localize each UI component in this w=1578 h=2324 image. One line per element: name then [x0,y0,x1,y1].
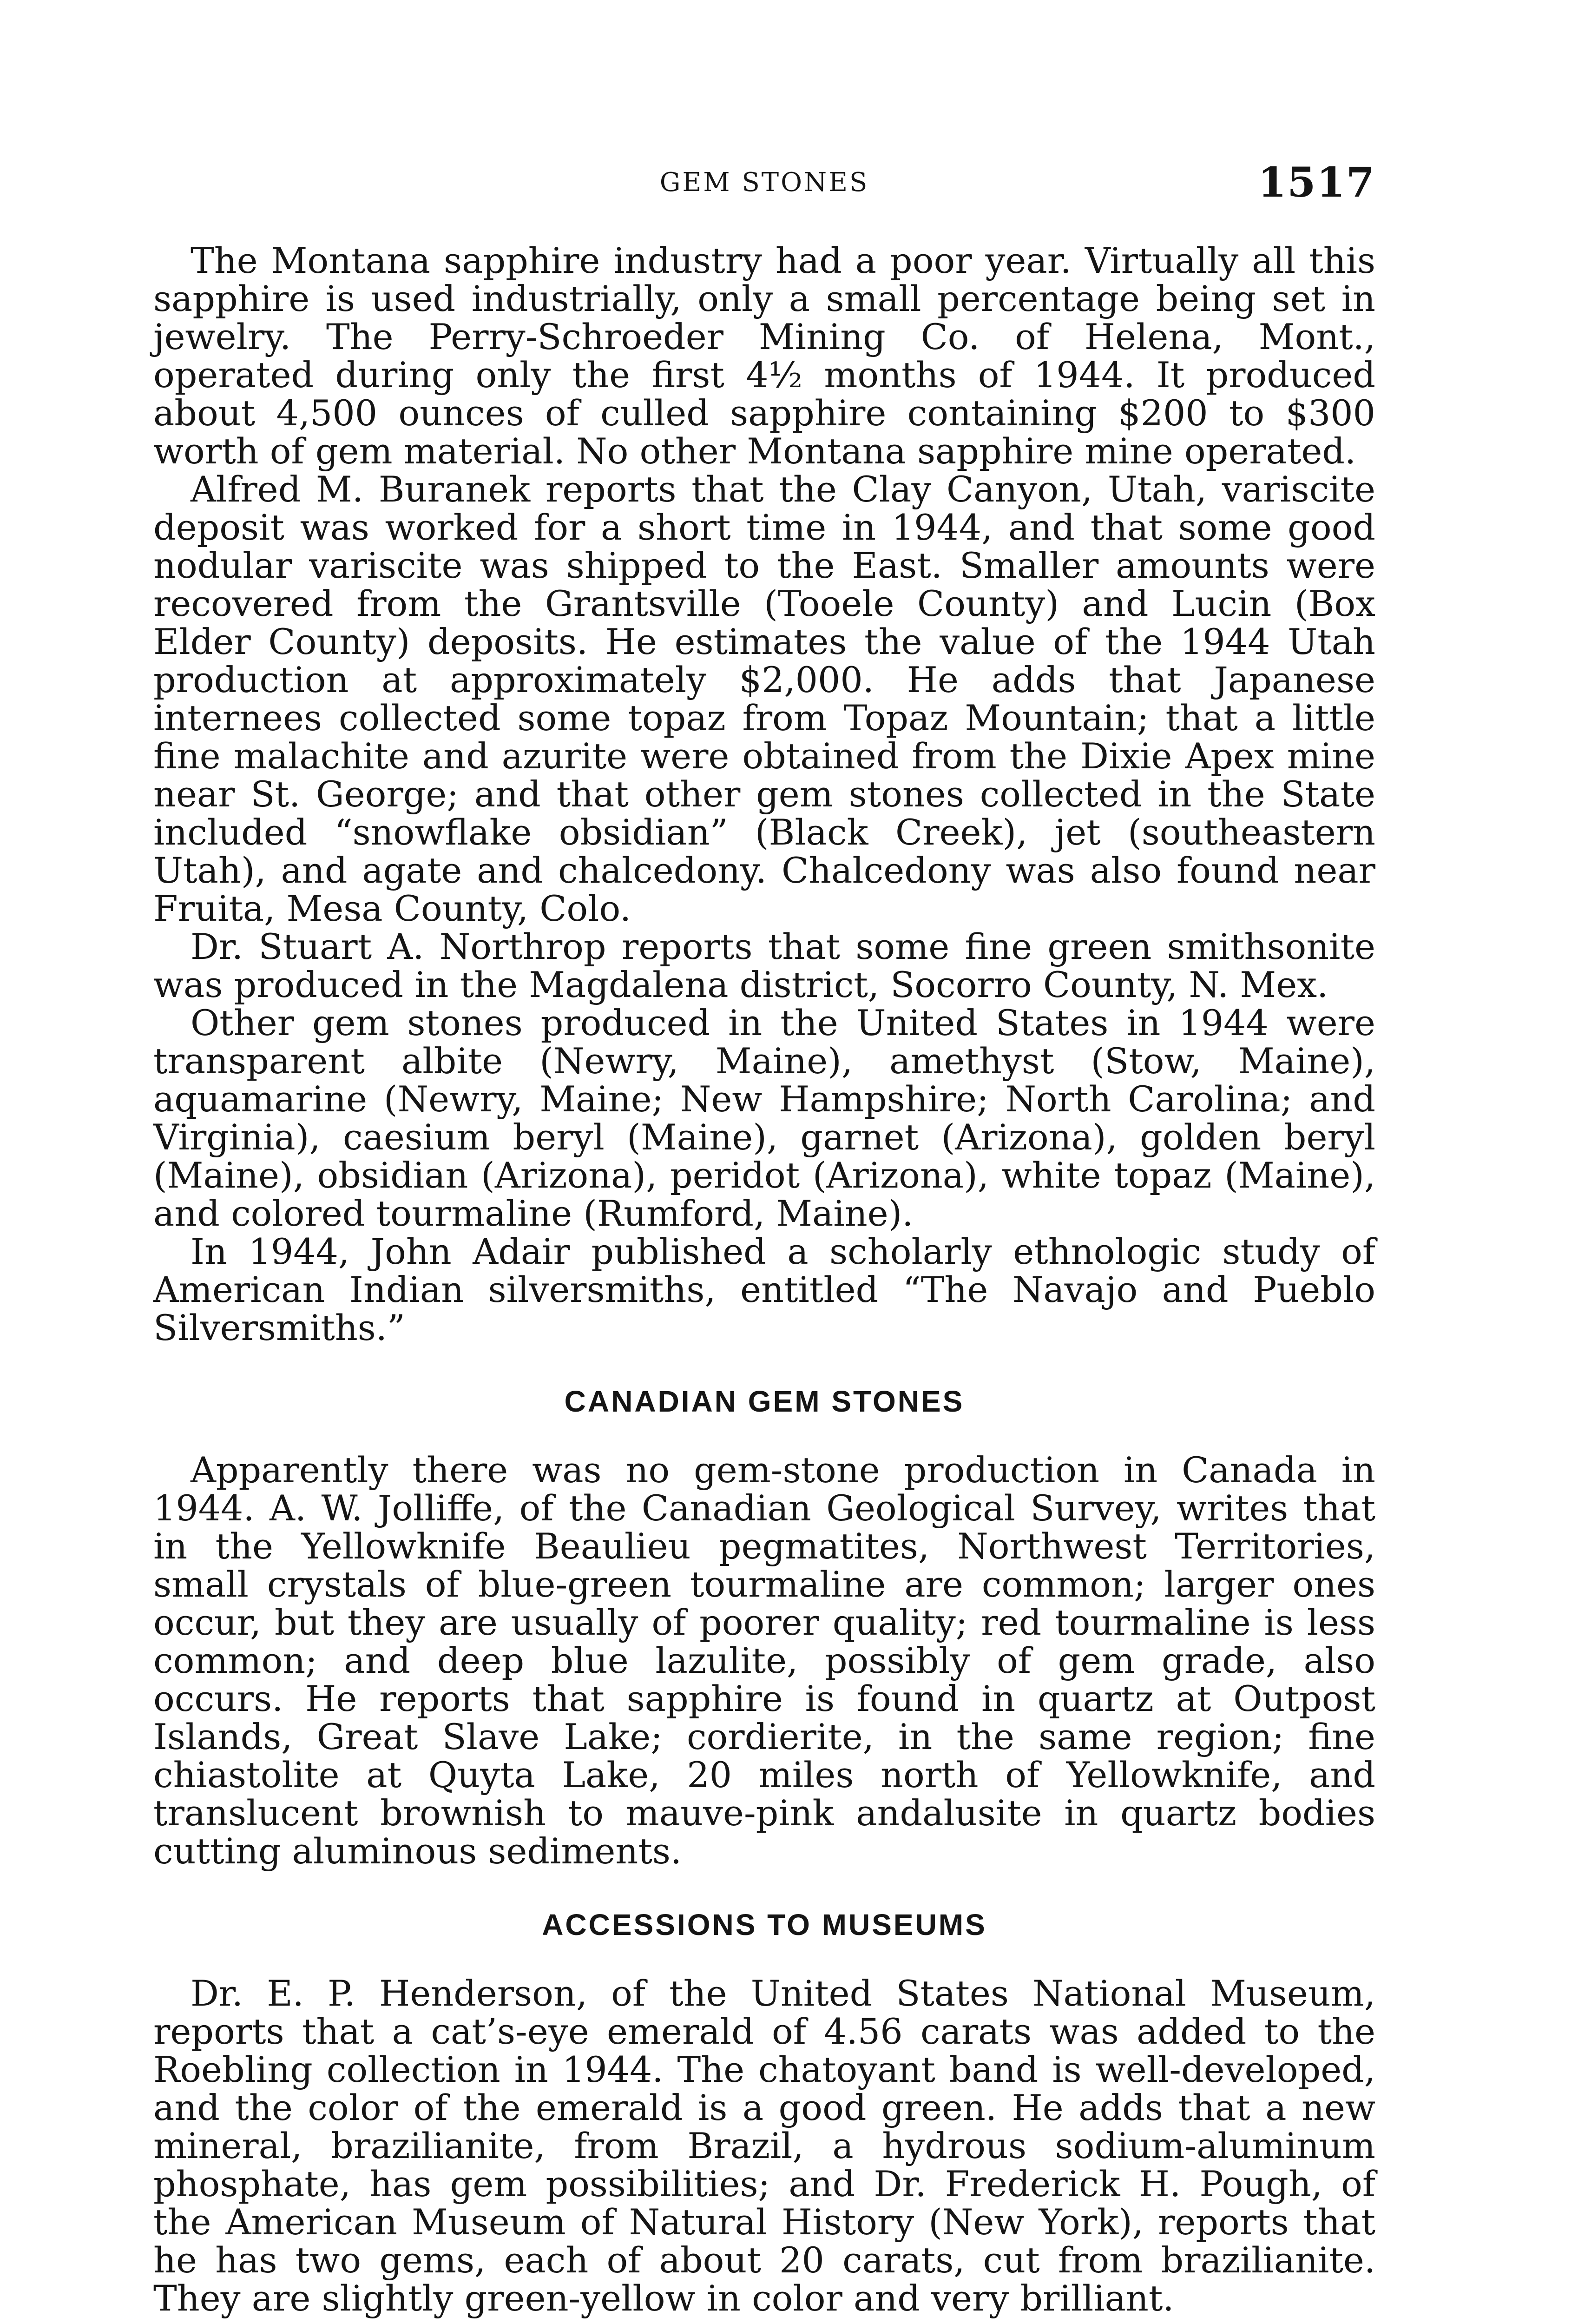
body-text [153,242,1375,2317]
running-head [153,158,1375,214]
paragraph-museum-accessions: Dr. E. P. Henderson, of the United States National Museum, reports that a cat’s-eye emerald of 4.56 carats was added to the Roebling collection in 1944. The chatoyant band is well-developed, and the color of the emerald is a good green. He adds that a new mineral, brazilianite, from Brazil, a hydrous sodium-aluminum phosphate, has gem possibilities; and Dr. Frederick H. Pough, of the American Museum of Natural History (New York), reports that he has two gems, each of about 20 carats, cut from brazilianite. They are slightly green-yellow in color and very brilliant. [153,1973,1375,2319]
heading-canadian-gem-stones: CANADIAN GEM STONES [564,1385,965,1418]
paragraph-new-mexico-smithsonite: Dr. Stuart A. Northrop reports that some fine green smithsonite was produced in the Magdalena district, Socorro County, N. Mex. [153,926,1375,1005]
paragraph-utah-variscite: Alfred M. Buranek reports that the Clay Canyon, Utah, variscite deposit was worked for a short time in 1944, and that some good nodular variscite was shipped to the East. Smaller amounts were recovered from the Grantsville (Tooele County) and Lucin (Box Elder County) deposits. He estimates the value of the 1944 Utah production at approximately $2,000. He adds that Japanese internees collected some topaz from Topaz Mountain; that a little fine malachite and azurite were obtained from the Dixie Apex mine near St. George; and that other gem stones collected in the State included “snowflake obsidian” (Black Creek), jet (southeastern Utah), and agate and chalcedony. Chalcedony was also found near Fruita, Mesa County, Colo. [153,469,1375,929]
paragraph-canadian-production: Apparently there was no gem-stone production in Canada in 1944. A. W. Jolliffe, of the Canadian Geological Survey, writes that in the Yellowknife Beaulieu pegmatites, Northwest Territories, small crystals of blue-green tourmaline are common; larger ones occur, but they are usually of poorer quality; red tourmaline is less common; and deep blue lazulite, possibly of gem grade, also occurs. He reports that sapphire is found in quartz at Outpost Islands, Great Slave Lake; cordierite, in the same region; fine chiastolite at Quyta Lake, 20 miles north of Yellowknife, and translucent brownish to mauve-pink andalusite in quartz bodies cutting aluminous sediments. [153,1449,1375,1872]
paragraph-navajo-silversmiths: In 1944, John Adair published a scholarly ethnologic study of American Indian silversmiths, entitled “The Navajo and Pueblo Silversmiths.” [153,1231,1375,1348]
running-title: GEM STONES [659,167,869,198]
paragraph-montana-sapphire: The Montana sapphire industry had a poor year. Virtually all this sapphire is used industrially, only a small percentage being set in jewelry. The Perry-Schroeder Mining Co. of Helena, Mont., operated during only the first 4½ months of 1944. It produced about 4,500 ounces of culled sapphire containing $200 to $300 worth of gem material. No other Montana sapphire mine operated. [153,240,1375,472]
page-number: 1517 [1258,158,1375,206]
paragraph-other-gem-stones: Other gem stones produced in the United States in 1944 were transparent albite (Newry, Maine), amethyst (Stow, Maine), aquamarine (Newry, Maine; New Hampshire; North Carolina; and Virginia), caesium beryl (Maine), garnet (Arizona), golden beryl (Maine), obsidian (Arizona), peridot (Arizona), white topaz (Maine), and colored tourmaline (Rumford, Maine). [153,1002,1375,1234]
heading-accessions-to-museums: ACCESSIONS TO MUSEUMS [542,1908,987,1941]
